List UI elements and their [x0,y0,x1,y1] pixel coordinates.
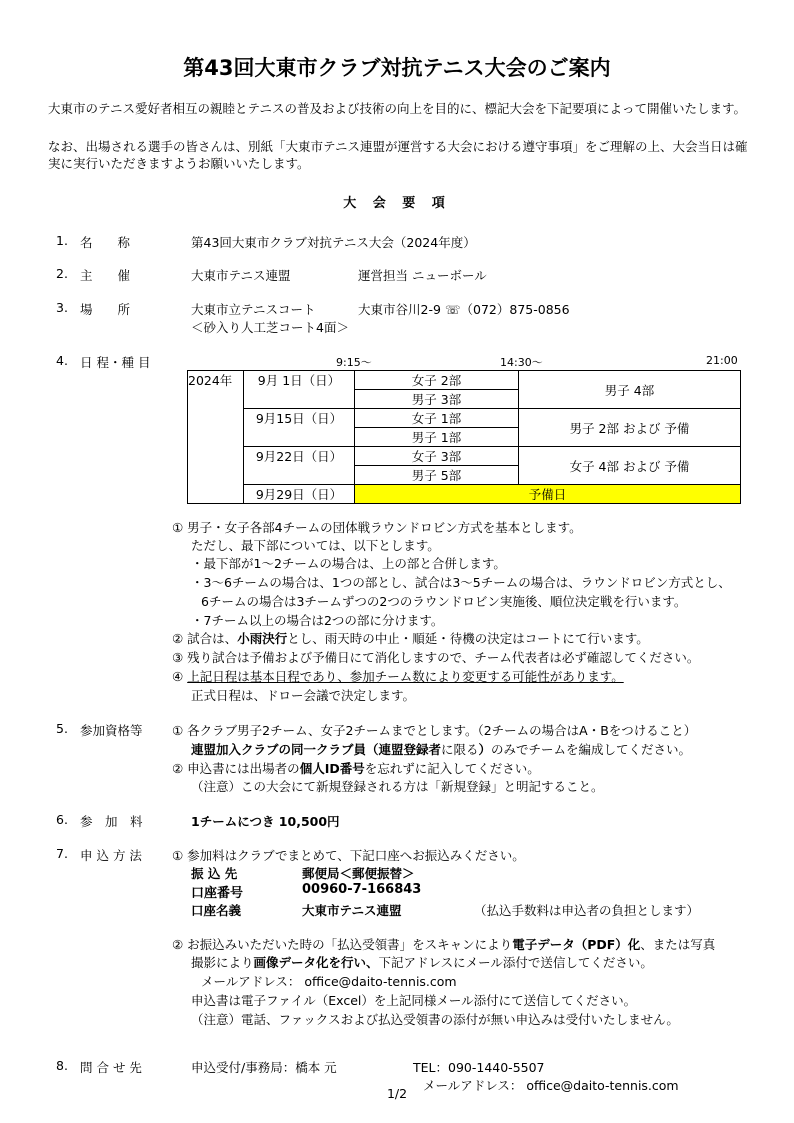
time-label-afternoon: 14:30〜 [500,356,543,369]
application-text: ② お振込みいただいた時の「払込受領書」をスキャンにより [172,937,513,952]
item-number-4: 4. [56,353,68,368]
application-text-rest: 下記アドレスにメール添付で送信してください。 [378,955,653,970]
application-bold-pdf: 電子データ（PDF）化 [512,937,641,952]
item-label-eligibility: 参加資格等 [80,723,143,738]
event-cell: 女子 4部 および 予備 [519,447,741,485]
note-4 [172,667,624,685]
eligibility-bold-close: ） [478,742,492,757]
eligibility-id-text: ② 申込書には出場者の [172,761,300,776]
note-1-line-6: ・7チーム以上の場合は2つの部に分けます。 [191,613,444,628]
application-line-8: 申込書は電子ファイル（Excel）を上記同様メール添付にて送信してください。 [191,993,637,1008]
item-number-6: 6. [56,812,68,827]
note-4-marker: ④ [172,669,188,684]
note-2-text-rest: とし、雨天時の中止・順延・待機の決定はコートにて行います。 [287,631,649,646]
eligibility-normal: に限る [441,742,479,757]
contact-tel: TEL：090-1440-5507 [413,1060,545,1075]
eligibility-id-rest: を忘れずに記入してください。 [364,761,540,776]
item-number-3: 3. [56,300,68,315]
application-line-6 [191,953,653,971]
application-text: 撮影により [191,955,254,970]
item-value-court: ＜砂入り人工芝コート4面＞ [191,320,349,335]
event-cell: 男子 3部 [355,390,519,409]
item-value-address: 大東市谷川2-9 ☏（072）875-0856 [358,302,570,317]
account-number-label: 口座番号 [191,886,244,901]
transfer-to-label: 振 込 先 [191,866,238,881]
item-value-name: 第43回大東市クラブ対抗テニス大会（2024年度） [191,235,476,250]
note-2-text: ② 試合は、 [172,631,238,646]
account-name-label: 口座名義 [191,903,242,918]
schedule-table [187,370,741,504]
year-cell-blank [188,485,244,504]
date-cell: 9月22日（日） [244,447,355,485]
eligibility-line-2 [191,740,691,758]
application-line-5 [172,935,715,953]
application-line-1: ① 参加料はクラブでまとめて、下記口座へお振込みください。 [172,848,525,863]
contact-office: 申込受付/事務局：橋本 元 [191,1060,337,1075]
eligibility-note: （注意）この大会にて新規登録される方は「新規登録」と明記すること。 [191,779,604,794]
eligibility-line-3 [172,759,540,777]
date-cell: 9月15日（日） [244,409,355,447]
table-row [188,447,741,466]
reserve-day-cell: 予備日 [355,485,741,504]
item-label-application: 申 込 方 法 [80,848,142,863]
item-value-organizer: 大東市テニス連盟 [191,268,291,283]
note-1-line-3: ・最下部が1〜2チームの場合は、上の部と合併します。 [191,556,506,571]
event-cell: 男子 5部 [355,466,519,485]
note-2 [172,629,649,647]
intro-paragraph-2: なお、出場される選手の皆さんは、別紙「大東市テニス連盟が運営する大会における遵守事項」をご理解の上、大会当日は確実に実行いただきますようお願いいたします。 [48,139,748,171]
date-cell: 9月 1日（日） [244,371,355,409]
account-number-value: 00960-7-166843 [302,882,422,897]
event-cell: 女子 3部 [355,447,519,466]
item-number-1: 1. [56,233,68,248]
date-cell: 9月29日（日） [244,485,355,504]
note-1-line-5: 6チームの場合は3チームずつの2つのラウンドロビン実施後、順位決定戦を行います。 [201,594,687,609]
event-cell: 男子 1部 [355,428,519,447]
eligibility-line-1: ① 各クラブ男子2チーム、女子2チームまでとします。（2チームの場合はA・Bをつけること） [172,723,697,738]
note-3: ③ 残り試合は予備および予備日にて消化しますので、チーム代表者は必ず確認してください。 [172,650,700,665]
eligibility-id-bold: 個人ID番号 [299,761,365,776]
event-cell: 男子 2部 および 予備 [519,409,741,447]
time-label-end: 21:00 [706,354,738,367]
fee-note: （払込手数料は申込者の負担とします） [474,903,700,918]
time-label-start: 9:15〜 [336,356,372,369]
item-label-venue: 場 所 [80,302,131,317]
section-heading: 大 会 要 項 [343,196,451,211]
note-1-line-2: ただし、最下部については、以下とします。 [191,538,440,553]
contact-email: メールアドレス： office@daito-tennis.com [423,1078,679,1093]
item-number-2: 2. [56,266,68,281]
item-label-name: 名 称 [80,235,131,250]
application-email: メールアドレス： office@daito-tennis.com [201,974,457,989]
page-title: 第43回大東市クラブ対抗テニス大会のご案内 [183,56,611,80]
item-value-fee: 1チームにつき 10,500円 [191,814,340,829]
item-label-organizer: 主 催 [80,268,131,283]
page-number: 1/2 [386,1086,408,1101]
item-number-5: 5. [56,721,68,736]
item-value-operator: 運営担当 ニューボール [358,268,487,283]
account-name-value: 大東市テニス連盟 [302,903,402,918]
event-cell: 女子 1部 [355,409,519,428]
item-number-7: 7. [56,846,68,861]
application-note: （注意）電話、ファックスおよび払込受領書の添付が無い申込みは受付いたしません。 [191,1012,679,1027]
transfer-to-value: 郵便局＜郵便振替＞ [302,866,415,881]
note-4-underlined: 上記日程は基本日程であり、参加チーム数により変更する可能性があります。 [187,669,624,684]
application-bold-image: 画像データ化を行い、 [253,955,379,970]
item-number-8: 8. [56,1058,68,1073]
table-row [188,485,741,504]
intro-paragraph-1: 大東市のテニス愛好者相互の親睦とテニスの普及および技術の向上を目的に、標記大会を下記要項によって開催いたします。 [48,101,747,116]
note-4-line-2: 正式日程は、ドロー会議で決定します。 [191,688,416,703]
item-value-venue: 大東市立テニスコート [191,302,316,317]
table-row [188,371,741,390]
note-1-line-4: ・3〜6チームの場合は、1つの部とし、試合は3〜5チームの場合は、ラウンドロビン方式とし、 [191,575,731,590]
application-text-rest: 、または写真 [640,937,716,952]
event-cell: 女子 2部 [355,371,519,390]
year-cell: 2024年 [188,371,244,485]
event-cell: 男子 4部 [519,371,741,409]
item-label-schedule: 日 程・種 目 [80,355,151,370]
item-label-fee: 参 加 料 [80,814,143,829]
note-2-emphasis: 小雨決行 [237,631,288,646]
eligibility-bold: 連盟加入クラブの同一クラブ員（連盟登録者 [191,742,442,757]
note-1: ① 男子・女子各部4チームの団体戦ラウンドロビン方式を基本とします。 [172,520,582,535]
eligibility-rest: のみでチームを編成してください。 [491,742,692,757]
item-label-contact: 問 合 せ 先 [80,1060,142,1075]
table-row [188,409,741,428]
